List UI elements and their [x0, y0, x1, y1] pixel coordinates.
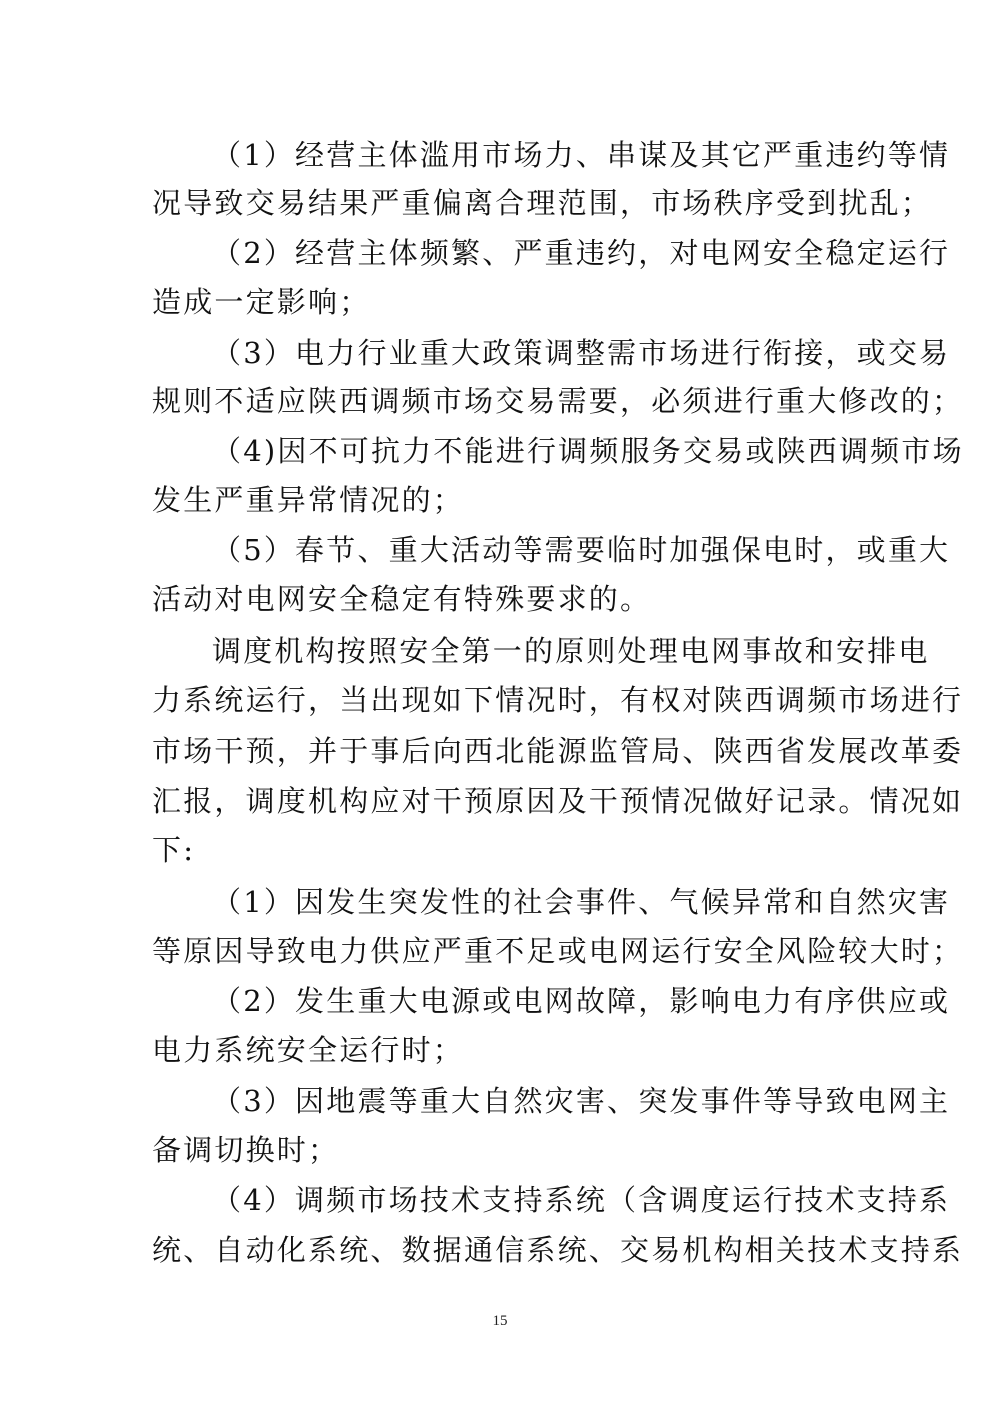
text-line: 下:	[152, 833, 196, 867]
text-line: 调度机构按照安全第一的原则处理电网事故和安排电	[212, 634, 930, 668]
text-line: 备调切换时；	[152, 1133, 340, 1167]
text-line: 力系统运行，当出现如下情况时，有权对陕西调频市场进行	[152, 683, 964, 717]
text-line: （4）调频市场技术支持系统（含调度运行技术支持系	[212, 1183, 951, 1217]
text-line: 活动对电网安全稳定有特殊要求的。	[152, 582, 652, 616]
page-number: 15	[492, 1313, 508, 1329]
text-line: 汇报，调度机构应对干预原因及干预情况做好记录。情况如	[152, 784, 964, 818]
text-line: 统、自动化系统、数据通信系统、交易机构相关技术支持系	[152, 1233, 964, 1267]
text-line: （3）电力行业重大政策调整需市场进行衔接，或交易	[212, 336, 951, 370]
text-line: 发生严重异常情况的；	[152, 483, 465, 517]
text-line: 况导致交易结果严重偏离合理范围，市场秩序受到扰乱；	[152, 186, 933, 220]
text-line: （1）经营主体滥用市场力、串谋及其它严重违约等情	[212, 138, 951, 172]
text-line: （5）春节、重大活动等需要临时加强保电时，或重大	[212, 533, 951, 567]
text-line: 电力系统安全运行时；	[152, 1033, 465, 1067]
text-line: 等原因导致电力供应严重不足或电网运行安全风险较大时；	[152, 934, 964, 968]
text-line: 造成一定影响；	[152, 285, 371, 319]
text-line: （1）因发生突发性的社会事件、气候异常和自然灾害	[212, 885, 951, 919]
text-line: （2）经营主体频繁、严重违约，对电网安全稳定运行	[212, 236, 951, 270]
text-line: （3）因地震等重大自然灾害、突发事件等导致电网主	[212, 1084, 951, 1118]
text-line: 市场干预，并于事后向西北能源监管局、陕西省发展改革委	[152, 734, 964, 768]
text-line: 规则不适应陕西调频市场交易需要，必须进行重大修改的；	[152, 384, 964, 418]
text-line: （4)因不可抗力不能进行调频服务交易或陕西调频市场	[212, 434, 964, 468]
text-line: （2）发生重大电源或电网故障，影响电力有序供应或	[212, 984, 951, 1018]
